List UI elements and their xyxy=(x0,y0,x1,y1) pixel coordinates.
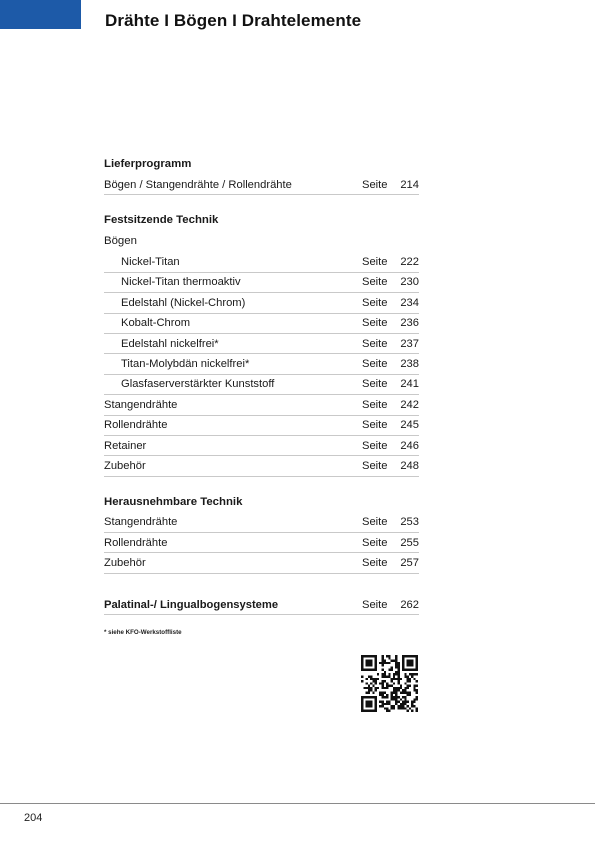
toc-row-seite: Seite xyxy=(362,296,388,309)
toc-row[interactable] xyxy=(104,354,419,374)
toc-row[interactable] xyxy=(104,456,419,476)
toc-row-seite: Seite xyxy=(362,317,388,330)
toc-row-label: Titan-Molybdän nickelfrei* xyxy=(121,358,250,371)
toc-row-seite: Seite xyxy=(362,276,388,289)
section-heading-festsitzend: Festsitzende Technik xyxy=(104,214,219,227)
toc-row-page: 257 xyxy=(400,557,419,570)
toc-row[interactable] xyxy=(104,553,419,573)
toc-row-page: 214 xyxy=(400,178,419,191)
toc-row-label: Rollendrähte xyxy=(104,419,168,432)
toc-row-page: 242 xyxy=(400,398,419,411)
toc-row-seite: Seite xyxy=(362,398,388,411)
toc-row-label: Retainer xyxy=(104,439,147,452)
toc-row-page: 222 xyxy=(400,256,419,269)
toc-row[interactable] xyxy=(104,273,419,293)
herausnehmbar-rows xyxy=(104,513,419,574)
footer-rule xyxy=(0,803,595,804)
page-title: Drähte I Bögen I Drahtelemente xyxy=(105,11,362,30)
page-number: 204 xyxy=(24,812,43,824)
toc-row-label: Bögen / Stangendrähte / Rollendrähte xyxy=(104,178,292,191)
toc-row-seite: Seite xyxy=(362,439,388,452)
toc-row-palatinal[interactable] xyxy=(104,595,419,615)
toc-row-label: Nickel-Titan thermoaktiv xyxy=(121,276,241,289)
toc-row-label: Stangendrähte xyxy=(104,516,178,529)
toc-row-seite: Seite xyxy=(362,557,388,570)
toc-row-page: 246 xyxy=(400,439,419,452)
toc-row-seite: Seite xyxy=(362,459,388,472)
toc-row-page: 230 xyxy=(400,276,419,289)
toc-row-page: 253 xyxy=(400,516,419,529)
toc-row-page: 234 xyxy=(400,296,419,309)
toc-row-seite: Seite xyxy=(362,358,388,371)
toc-row-label: Stangendrähte xyxy=(104,398,178,411)
toc-row[interactable] xyxy=(104,436,419,456)
toc-row-label: Zubehör xyxy=(104,459,146,472)
section-heading-lieferprogramm: Lieferprogramm xyxy=(104,158,192,170)
toc-row-seite: Seite xyxy=(362,256,388,269)
toc-row[interactable] xyxy=(104,175,419,195)
group-heading-boegen: Bögen xyxy=(104,235,137,248)
toc-row[interactable] xyxy=(104,513,419,533)
toc-row-page: 255 xyxy=(400,536,419,549)
section-heading-herausnehmbar: Herausnehmbare Technik xyxy=(104,495,243,508)
toc-row-page: 262 xyxy=(400,598,419,611)
toc-row-label: Nickel-Titan xyxy=(121,256,180,269)
toc-row-label: Edelstahl nickelfrei* xyxy=(121,337,219,350)
toc-row[interactable] xyxy=(104,334,419,354)
table-of-contents xyxy=(104,154,419,615)
toc-row-seite: Seite xyxy=(362,178,388,191)
toc-row[interactable] xyxy=(104,314,419,334)
toc-row[interactable] xyxy=(104,375,419,395)
toc-row[interactable] xyxy=(104,416,419,436)
toc-row-seite: Seite xyxy=(362,378,388,391)
toc-row-label: Rollendrähte xyxy=(104,536,168,549)
toc-row[interactable] xyxy=(104,293,419,313)
qr-code-icon[interactable] xyxy=(361,655,418,712)
toc-row-seite: Seite xyxy=(362,516,388,529)
toc-row-page: 237 xyxy=(400,337,419,350)
toc-row-seite: Seite xyxy=(362,419,388,432)
footnote: * siehe KFO-Werkstoffliste xyxy=(104,629,182,636)
toc-row-label: Kobalt-Chrom xyxy=(121,317,191,330)
toc-row[interactable] xyxy=(104,533,419,553)
toc-row-label: Palatinal-/ Lingualbogensysteme xyxy=(104,598,279,611)
toc-row-label: Zubehör xyxy=(104,557,146,570)
toc-row-page: 241 xyxy=(400,378,419,391)
toc-row-page: 238 xyxy=(400,358,419,371)
toc-row-page: 245 xyxy=(400,419,419,432)
toc-row[interactable] xyxy=(104,395,419,415)
toc-row[interactable] xyxy=(104,252,419,272)
festsitzend-rows xyxy=(104,395,419,477)
lieferprogramm-rows xyxy=(104,175,419,195)
blue-header-tab xyxy=(0,0,81,29)
toc-row-seite: Seite xyxy=(362,337,388,350)
toc-row-label: Edelstahl (Nickel-Chrom) xyxy=(121,296,246,309)
toc-row-page: 236 xyxy=(400,317,419,330)
toc-row-label: Glasfaserverstärkter Kunststoff xyxy=(121,378,275,391)
toc-row-seite: Seite xyxy=(362,598,388,611)
toc-row-seite: Seite xyxy=(362,536,388,549)
boegen-rows xyxy=(104,252,419,395)
toc-row-page: 248 xyxy=(400,459,419,472)
